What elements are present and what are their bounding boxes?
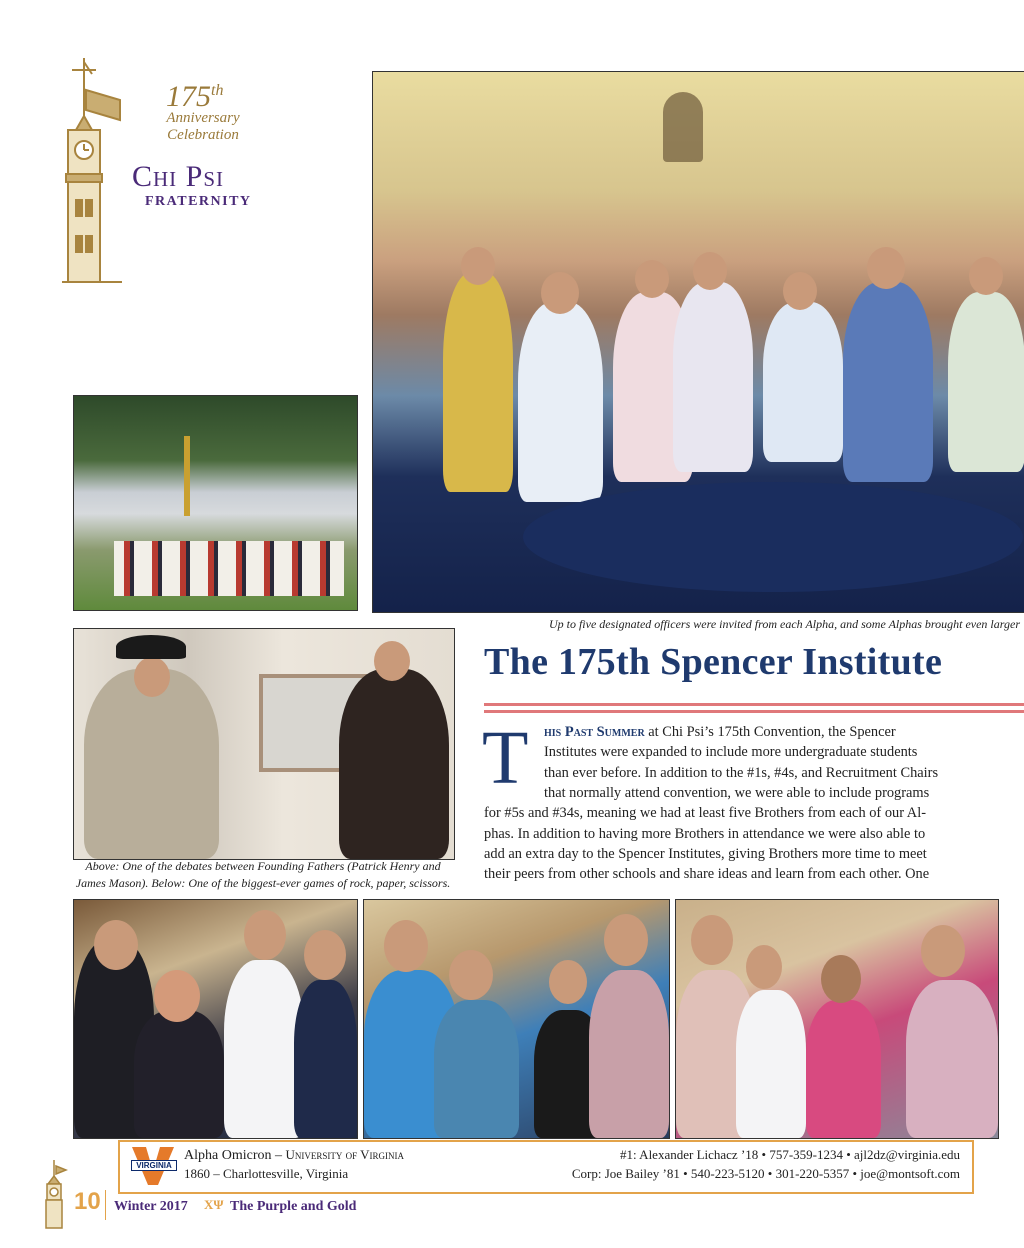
logo-fraternity-label: FRATERNITY (145, 194, 252, 209)
page-number: 10 (74, 1188, 101, 1215)
wall-sconce (663, 92, 703, 162)
body-line: add an extra day to the Spencer Institutes, giving Brothers more time to meet (484, 845, 927, 862)
body-line: at Chi Psi’s 175th Convention, the Spencer (644, 724, 896, 740)
logo-anniversary-number: 175th (166, 80, 224, 113)
founding-fathers-debate-photo (73, 628, 455, 860)
rock-paper-scissors-photo-2 (363, 899, 670, 1139)
chapter-contact-president: #1: Alexander Lichacz ’18 • 757-359-1234 • ajl2dz@virginia.edu (620, 1147, 960, 1162)
virginia-logo (130, 1145, 176, 1187)
chapter-name: Alpha Omicron – University of Virginia (184, 1147, 405, 1163)
logo-anniversary-text: Anniversary Celebration (166, 110, 240, 143)
footer-divider (105, 1190, 106, 1220)
title-rule (484, 703, 1024, 706)
anniversary-logo (62, 50, 272, 290)
title-rule (484, 710, 1024, 713)
body-line: phas. In addition to having more Brothers in attendance we were also able to (484, 825, 926, 842)
banquet-group-photo (372, 71, 1024, 613)
body-line: for #5s and #34s, meaning we had at least five Brothers from each of our Al- (484, 805, 926, 822)
clock-tower-icon (62, 50, 132, 290)
chapter-info-box (118, 1140, 974, 1194)
rock-paper-scissors-photo-1 (73, 899, 358, 1139)
rock-paper-scissors-photo-3 (675, 899, 999, 1139)
article-title: The 175th Spencer Institute (484, 641, 943, 683)
body-line: their peers from other schools and share ideas and learn from each other. One (484, 866, 930, 883)
musket-firing-photo (73, 395, 358, 611)
magazine-title: The Purple and Gold (230, 1199, 357, 1214)
banquet-caption: Up to five designated officers were invited from each Alpha, and some Alphas brought even larger (548, 617, 1020, 631)
body-line: than ever before. In addition to the #1s, #4s, and Recruitment Chairs (544, 764, 939, 781)
chi-psi-symbol: ΧΨ (204, 1197, 224, 1212)
chapter-contact-corp: Corp: Joe Bailey ’81 • 540-223-5120 • 301-220-5357 • joe@montsoft.com (571, 1166, 960, 1181)
lead-smallcaps: his Past Summer (544, 724, 645, 740)
clock-tower-icon (44, 1160, 68, 1230)
tricorn-hat (116, 635, 186, 659)
logo-fraternity-name: Chi Psi (132, 160, 225, 193)
banquet-table (523, 482, 1023, 592)
chapter-founded: 1860 – Charlottesville, Virginia (184, 1166, 349, 1181)
virginia-wordmark: VIRGINIA (131, 1160, 177, 1171)
body-line: that normally attend convention, we were able to include programs (544, 784, 930, 801)
debate-caption: Above: One of the debates between Founding Fathers (Patrick Henry and James Mason). Below: One of the biggest-ever games of rock, paper, scissors. (75, 859, 451, 890)
issue-label: Winter 2017 (114, 1199, 188, 1214)
drop-cap: T (482, 716, 529, 800)
body-line: Institutes were expanded to include more undergraduate students (544, 744, 918, 761)
